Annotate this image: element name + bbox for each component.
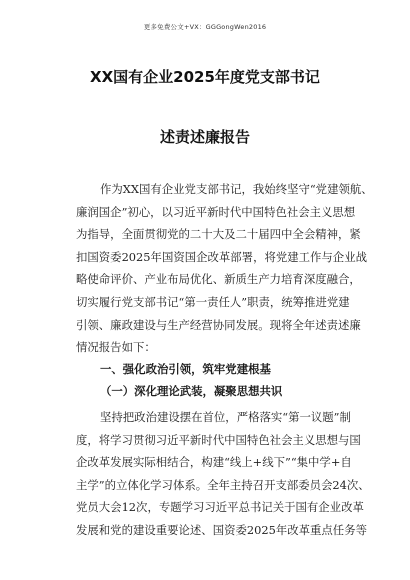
paragraph-line: 廉润国企”初心，以习近平新时代中国特色社会主义思想 [76,204,356,219]
paragraph-line: 切实履行党支部书记“第一责任人”职责，统筹推进党建 [76,294,350,309]
subsection-heading: （一）深化理论武装，凝聚思想共识 [100,384,283,398]
paragraph-line: 发展和党的建设重要论述、国资委2025年改革重点任务等 [76,522,367,537]
paragraph-line: 企改革发展实际相结合，构建“线上+线下”“集中学+自 [76,455,352,470]
intro-paragraph [76,178,373,359]
document-subtitle: 述责述廉报告 [159,128,250,146]
paragraph-line: 坚持把政治建设摆在首位，严格落实“第一议题”制 [100,410,351,424]
section-paragraph [76,406,370,542]
paragraph-line: 党员大会12次，专题学习习近平总书记关于国有企业改革 [76,500,364,515]
watermark-text: 更多免费公文+VX：GGGongWen2016 [143,23,267,31]
paragraph-line: 度，将学习贯彻习近平新时代中国特色社会主义思想与国 [76,432,361,447]
paragraph-line: 为指导，全面贯彻党的二十大及二十届四中全会精神，紧 [76,227,361,242]
paragraph-line: 扣国资委2025年国资国企改革部署，将党建工作与企业战 [76,249,367,264]
section-heading: 一、强化政治引领，筑牢党建根基 [100,362,271,376]
paragraph-line: 作为XX国有企业党支部书记，我始终坚守“党建领航、 [100,182,373,196]
paragraph-line: 略使命评价、产业布局优化、新质生产力培育深度融合， [76,272,361,287]
paragraph-line: 引领、廉政建设与生产经营协同发展。现将全年述责述廉 [76,317,361,332]
document-title: XX国有企业2025年度党支部书记 [90,68,320,86]
paragraph-line: 情况报告如下： [76,340,156,355]
paragraph-line: 主学”的立体化学习体系。全年主持召开支部委员会24次、 [76,477,370,492]
